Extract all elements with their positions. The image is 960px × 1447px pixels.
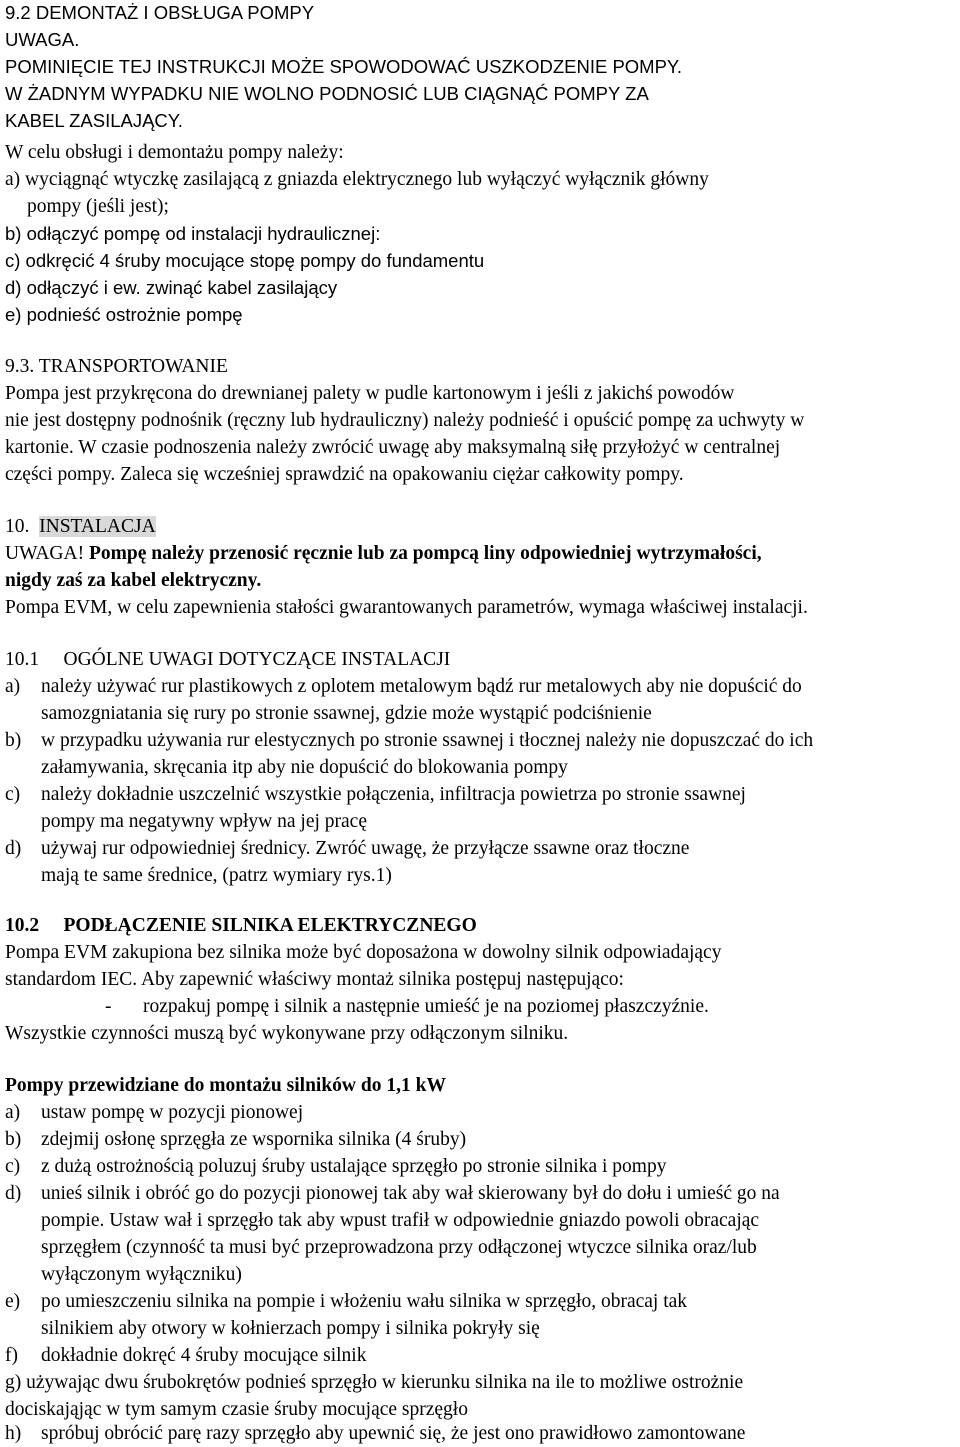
motor-step-g: g) używając dwu śrubokrętów podnieś sprzęgło w kierunku silnika na ile to możliwe ostrożnie: [5, 1372, 744, 1393]
section-10-heading: INSTALACJA: [39, 516, 156, 537]
list-item-label: b): [5, 1129, 22, 1150]
list-item-line: wyłączonym wyłączniku): [41, 1264, 242, 1285]
list-item-line: dokładnie dokręć 4 śruby mocujące silnik: [41, 1345, 367, 1366]
section-10-2-title: 10.2 PODŁĄCZENIE SILNIKA ELEKTRYCZNEGO: [5, 915, 477, 936]
list-item-line: unieś silnik i obróć go do pozycji pionowej tak aby wał skierowany był do dołu i umieść go na: [41, 1183, 780, 1204]
list-item-label: a): [5, 1102, 21, 1123]
list-item-line: ustaw pompę w pozycji pionowej: [41, 1102, 304, 1123]
list-item-line: samozgniatania się rury po stronie ssawnej, gdzie może wystąpić podciśnienie: [41, 703, 652, 724]
list-item-label: e): [5, 1291, 21, 1312]
list-item-line: pompie. Ustaw wał i sprzęgło tak aby wpust trafił w odpowiednie gniazdo powoli obracając: [41, 1210, 760, 1231]
list-item-label: c): [5, 1156, 21, 1177]
warning-line-2: W ŻADNYM WYPADKU NIE WOLNO PODNOSIĆ LUB CIĄGNĄĆ POMPY ZA: [5, 83, 649, 104]
section-9-2-title: 9.2 DEMONTAŻ I OBSŁUGA POMPY: [5, 2, 315, 23]
list-item-line: spróbuj obrócić parę razy sprzęgło aby upewnić się, że jest ono prawidłowo zamontowane: [41, 1423, 746, 1444]
transport-text-1: Pompa jest przykręcona do drewnianej palety w pudle kartonowym i jeśli z jakichś powodów: [5, 383, 735, 404]
install-intro: Pompa EVM, w celu zapewnienia stałości gwarantowanych parametrów, wymaga właściwej instalacji.: [5, 597, 808, 618]
service-step-a: a) wyciągnąć wtyczkę zasilającą z gniazda elektrycznego lub wyłączyć wyłącznik główny: [5, 169, 709, 190]
motor-text-1: Pompa EVM zakupiona bez silnika może być doposażona w dowolny silnik odpowiadający: [5, 942, 722, 963]
warning-line-3: KABEL ZASILAJĄCY.: [5, 110, 183, 131]
list-item-line: po umieszczeniu silnika na pompie i włożeniu wału silnika w sprzęgło, obracaj tak: [41, 1291, 688, 1312]
section-10-number: 10.: [5, 516, 30, 537]
motor-text-2: standardom IEC. Aby zapewnić właściwy montaż silnika postępuj następująco:: [5, 969, 624, 990]
list-item-label: f): [5, 1345, 18, 1366]
section-9-3-title: 9.3. TRANSPORTOWANIE: [5, 356, 228, 377]
install-warning-text: Pompę należy przenosić ręcznie lub za pompcą liny odpowiedniej wytrzymałości,: [84, 543, 762, 564]
list-item-label: h): [5, 1423, 22, 1444]
list-item-line: silnikiem aby otwory w kołnierzach pompy i silnika pokryły się: [41, 1318, 540, 1339]
motor-step-g-cont: dociskająjąc w tym samym czasie śruby mocujące sprzęgło: [5, 1399, 468, 1420]
transport-text-2: nie jest dostępny podnośnik (ręczny lub hydrauliczny) należy podnieść i opuścić pompę za uchwyty w: [5, 410, 805, 431]
service-intro: W celu obsługi i demontażu pompy należy:: [5, 142, 344, 163]
install-warning-line-2: nigdy zaś za kabel elektryczny.: [5, 570, 262, 591]
install-warning-line-1: [5, 541, 762, 567]
list-item-label: b): [5, 730, 22, 751]
motor-dash-item: rozpakuj pompę i silnik a następnie umieść je na poziomej płaszczyźnie.: [143, 996, 709, 1017]
warning-label: UWAGA.: [5, 29, 80, 50]
service-step-d: d) odłączyć i ew. zwinąć kabel zasilający: [5, 277, 338, 298]
list-item-line: należy dokładnie uszczelnić wszystkie połączenia, infiltracja powietrza po stronie ssawnej: [41, 784, 746, 805]
list-item-line: z dużą ostrożnością poluzuj śruby ustalające sprzęgło po stronie silnika i pompy: [41, 1156, 667, 1177]
list-item-line: należy używać rur plastikowych z oplotem metalowym bądź rur metalowych aby nie dopuścić do: [41, 676, 802, 697]
service-step-a-cont: pompy (jeśli jest);: [27, 196, 169, 217]
transport-text-3: kartonie. W czasie podnoszenia należy zwrócić uwagę aby maksymalną siłę przyłożyć w centralnej: [5, 437, 781, 458]
service-step-e: e) podnieść ostrożnie pompę: [5, 304, 243, 325]
list-item-line: załamywania, skręcania itp aby nie dopuścić do blokowania pompy: [41, 757, 568, 778]
list-item-label: d): [5, 1183, 22, 1204]
list-item-line: sprzęgłem (czynność ta musi być przeprowadzona przy odłączonej wtyczce silnika oraz/lub: [41, 1237, 757, 1258]
section-10-title: [5, 514, 156, 540]
transport-text-4: części pompy. Zaleca się wcześniej sprawdzić na opakowaniu ciężar całkowity pompy.: [5, 464, 684, 485]
service-step-b: b) odłączyć pompę od instalacji hydraulicznej:: [5, 223, 381, 244]
service-step-c: c) odkręcić 4 śruby mocujące stopę pompy do fundamentu: [5, 250, 485, 271]
motor-dash: -: [105, 996, 112, 1017]
list-item-line: używaj rur odpowiedniej średnicy. Zwróć uwagę, że przyłącze ssawne oraz tłoczne: [41, 838, 690, 859]
list-item-line: pompy ma negatywny wpływ na jej pracę: [41, 811, 367, 832]
motor-text-3: Wszystkie czynności muszą być wykonywane przy odłączonym silniku.: [5, 1023, 569, 1044]
list-item-label: a): [5, 676, 21, 697]
list-item-label: c): [5, 784, 21, 805]
list-item-line: mają te same średnice, (patrz wymiary rys.1): [41, 865, 392, 886]
list-item-line: w przypadku używania rur elestycznych po stronie ssawnej i tłocznej należy nie dopuszczać do ich: [41, 730, 814, 751]
warning-line-1: POMINIĘCIE TEJ INSTRUKCJI MOŻE SPOWODOWAĆ USZKODZENIE POMPY.: [5, 56, 683, 77]
install-warning-label: UWAGA!: [5, 543, 85, 564]
list-item-label: d): [5, 838, 22, 859]
motors-title: Pompy przewidziane do montażu silników do 1,1 kW: [5, 1075, 446, 1096]
list-item-line: zdejmij osłonę sprzęgła ze wspornika silnika (4 śruby): [41, 1129, 467, 1150]
section-10-1-title: 10.1 OGÓLNE UWAGI DOTYCZĄCE INSTALACJI: [5, 649, 451, 670]
